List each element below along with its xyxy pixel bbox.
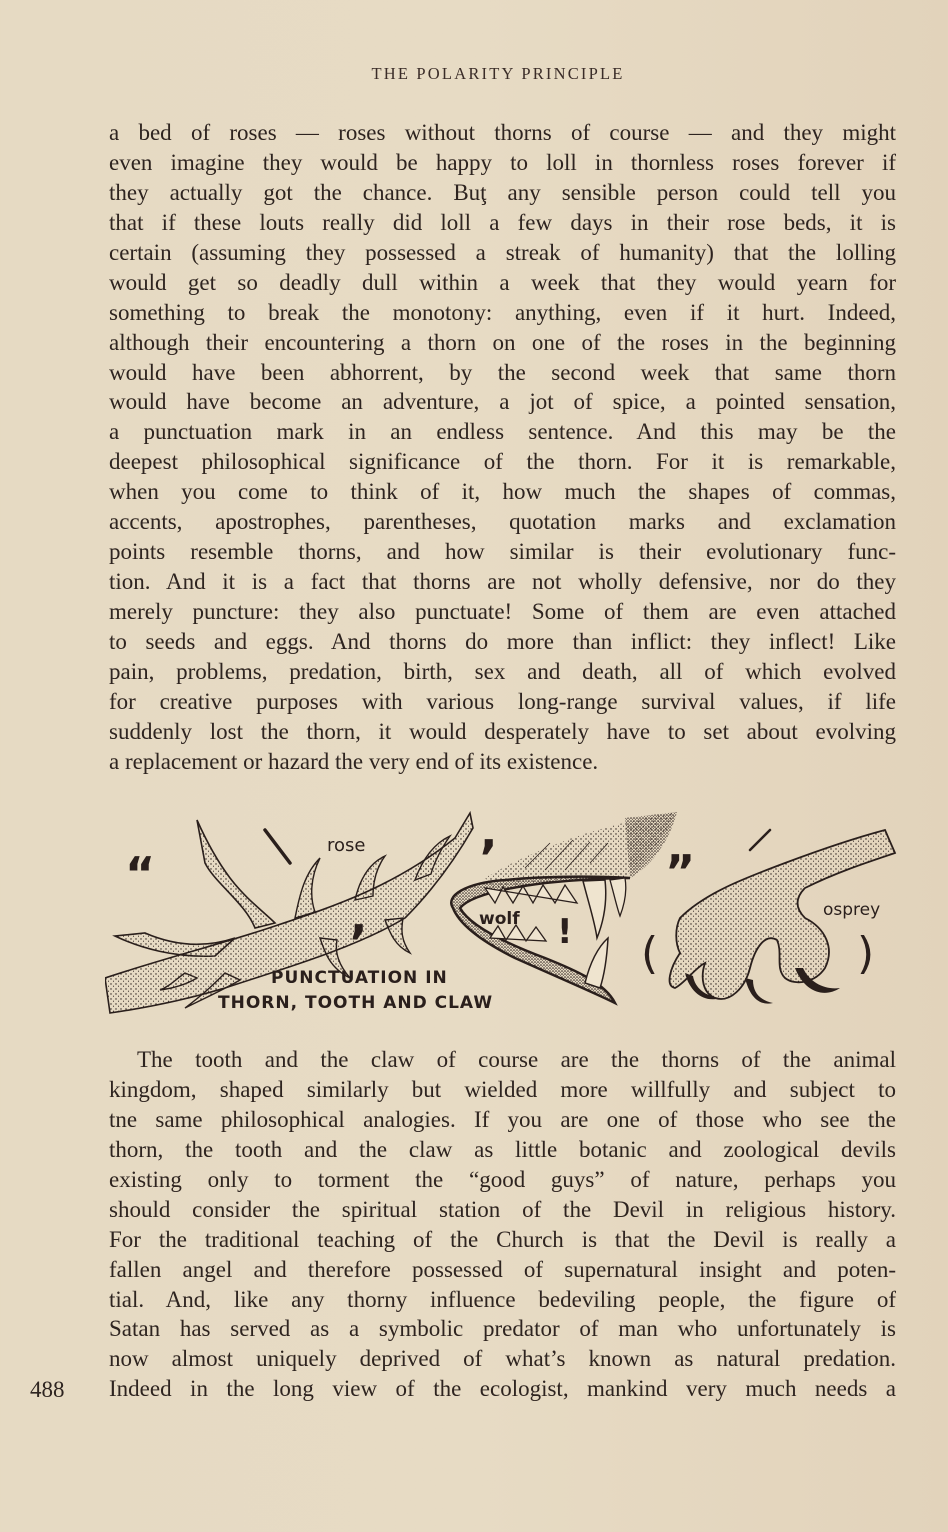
body-paragraph-2 [109, 1045, 896, 1404]
text-line: a bed of roses — roses without thorns of course — and they might [109, 120, 896, 145]
caption-line-1: PUNCTUATION IN [271, 968, 448, 988]
text-line: For the traditional teaching of the Church is that the Devil is really a [109, 1226, 896, 1252]
open-paren-mark: ( [641, 928, 659, 979]
open-quote-mark: “ [125, 847, 156, 901]
close-quote-mark: ” [665, 845, 696, 899]
body-paragraph-1 [109, 118, 896, 777]
acute-accent-mark [750, 830, 770, 850]
illustration-thorn-tooth-claw [105, 808, 905, 1018]
text-line: for creative purposes with various long-range survival values, if life [109, 688, 896, 714]
text-line: accents, apostrophes, parentheses, quotation marks and exclamation [109, 509, 896, 535]
text-line: tial. And, like any thorny influence bedeviling people, the figure of [109, 1286, 896, 1312]
text-line: Satan has served as a symbolic predator of man who unfortunately is [109, 1316, 896, 1342]
text-line: a replacement or hazard the very end of its existence. [109, 748, 599, 774]
text-line: would have become an adventure, a jot of spice, a pointed sensation, [109, 389, 896, 415]
text-line: they actually got the chance. Buţ any sensible person could tell you [109, 179, 896, 205]
text-line: to seeds and eggs. And thorns do more than inflict: they inflect! Like [109, 628, 896, 654]
text-line: kingdom, shaped similarly but wielded more willfully and subject to [109, 1076, 896, 1102]
text-line: although their encountering a thorn on one of the roses in the beginning [109, 329, 896, 355]
caption-line-2: THORN, TOOTH AND CLAW [218, 993, 494, 1013]
text-line: thorn, the tooth and the claw as little botanic and zoological devils [109, 1136, 896, 1162]
text-line: when you come to think of it, how much the shapes of commas, [109, 479, 896, 505]
text-line: fallen angel and therefore possessed of supernatural insight and poten- [109, 1256, 896, 1282]
text-line: existing only to torment the “good guys” of nature, perhaps you [109, 1166, 896, 1192]
text-line: that if these louts really did loll a few days in their rose beds, it is [109, 209, 896, 235]
text-line: deepest philosophical significance of the thorn. For it is remarkable, [109, 449, 896, 475]
text-line: The tooth and the claw of course are the thorns of the animal [137, 1047, 896, 1072]
close-paren-mark: ) [857, 928, 875, 979]
text-line: would have been abhorrent, by the second week that same thorn [109, 359, 896, 385]
text-line: a punctuation mark in an endless sentence. And this may be the [109, 419, 896, 445]
label-rose: rose [327, 835, 366, 856]
label-osprey: osprey [823, 900, 881, 920]
text-line: merely puncture: they also punctuate! Some of them are even attached [109, 599, 896, 624]
comma-mark-2: , [350, 890, 368, 944]
text-line: tion. And it is a fact that thorns are not wholly defensive, nor do they [109, 569, 896, 595]
text-line: Indeed in the long view of the ecologist, mankind very much needs a [109, 1376, 896, 1402]
text-line: would get so deadly dull within a week that they would yearn for [109, 269, 896, 295]
label-wolf: wolf [479, 909, 520, 929]
accent-mark [265, 830, 290, 863]
text-line: suddenly lost the thorn, it would desperately have to set about evolving [109, 718, 896, 744]
text-line: tne same philosophical analogies. If you are one of those who see the [109, 1106, 896, 1132]
text-line: points resemble thorns, and how similar is their evolutionary func- [109, 539, 896, 565]
exclamation-mark: ! [557, 912, 573, 952]
text-line: something to break the monotony: anything, even if it hurt. Indeed, [109, 299, 896, 325]
page-number: 488 [30, 1377, 65, 1402]
comma-mark-1: , [480, 808, 498, 859]
text-line: even imagine they would be happy to loll in thornless roses forever if [109, 149, 896, 175]
text-line: certain (assuming they possessed a streak of humanity) that the lolling [109, 239, 896, 265]
text-line: now almost uniquely deprived of what’s known as natural predation. [109, 1346, 896, 1372]
text-line: pain, problems, predation, birth, sex and death, all of which evolved [109, 658, 896, 684]
text-line: should consider the spiritual station of the Devil in religious history. [109, 1196, 896, 1222]
running-head: THE POLARITY PRINCIPLE [371, 64, 625, 83]
